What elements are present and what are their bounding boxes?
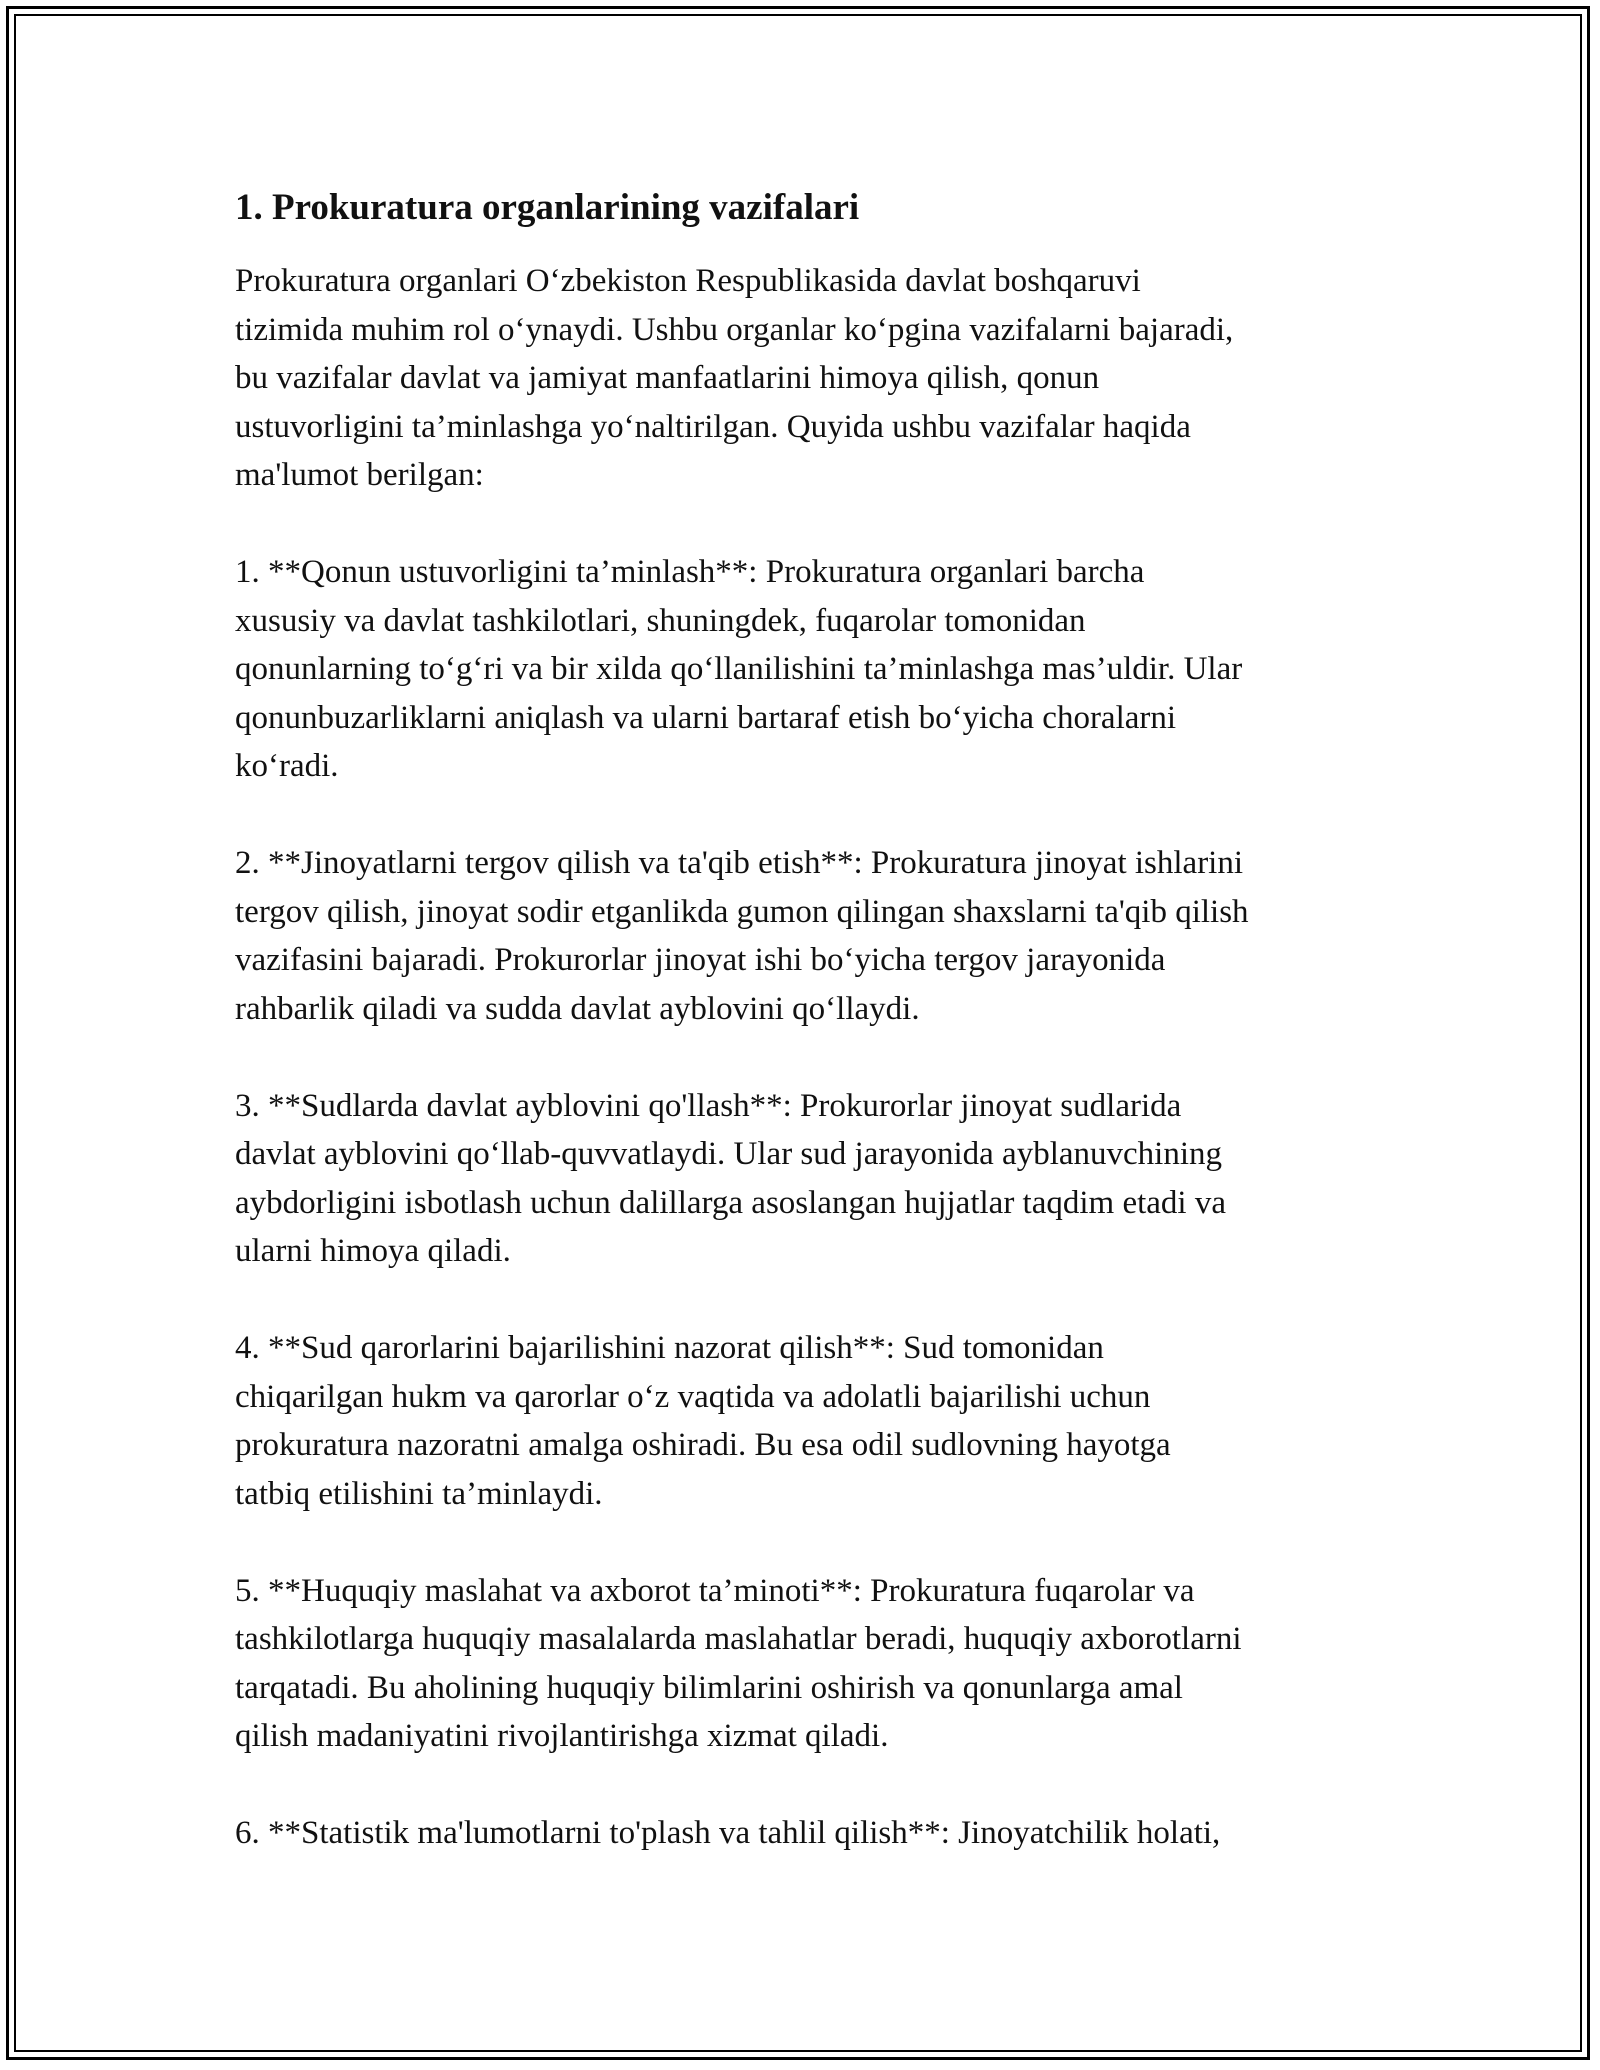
list-item-3: 3. **Sudlarda davlat ayblovini qo'llash**: Prokurorlar jinoyat sudlarida davlat ayblovini qo‘llab-quvvatlaydi. Ular sud jarayonida ayblanuvchining aybdorligini isbotlash uchun dalillarga asoslangan hujjatlar taqdim etadi va ularni himoya qiladi. [235,1087,1226,1269]
list-item-1: 1. **Qonun ustuvorligini ta’minlash**: Prokuratura organlari barcha xususiy va davlat tashkilotlari, shuningdek, fuqarolar tomonidan qonunlarning to‘g‘ri va bir xilda qo‘llanilishini ta’minlashga mas’uldir. Ular qonunbuzarliklarni aniqlash va ularni bartaraf etish bo‘yicha choralarni ko‘radi. [235,554,1243,784]
list-item-4: 4. **Sud qarorlarini bajarilishini nazorat qilish**: Sud tomonidan chiqarilgan hukm va qarorlar o‘z vaqtida va adolatli bajarilishi uchun prokuratura nazoratni amalga oshiradi. Bu esa odil sudlovning hayotga tatbiq etilishini ta’minlaydi. [235,1330,1171,1512]
intro-paragraph: Prokuratura organlari O‘zbekiston Respublikasida davlat boshqaruvi tizimida muhim rol o‘ynaydi. Ushbu organlar ko‘pgina vazifalarni bajaradi, bu vazifalar davlat va jamiyat manfaatlarini himoya qilish, qonun ustuvorligini ta’minlashga yo‘naltirilgan. Quyida ushbu vazifalar haqida ma'lumot berilgan: [235,263,1234,493]
list-item-6: 6. **Statistik ma'lumotlarni to'plash va tahlil qilish**: Jinoyatchilik holati, [235,1815,1221,1851]
list-item-5: 5. **Huquqiy maslahat va axborot ta’minoti**: Prokuratura fuqarolar va tashkilotlarga huquqiy masalalarda maslahatlar beradi, huquqiy axborotlarni tarqatadi. Bu aholining huquqiy bilimlarini oshirish va qonunlarga amal qilish madaniyatini rivojlantirishga xizmat qiladi. [235,1572,1242,1754]
list-item-2: 2. **Jinoyatlarni tergov qilish va ta'qib etish**: Prokuratura jinoyat ishlarini tergov qilish, jinoyat sodir etganlikda gumon qilingan shaxslarni ta'qib qilish vazifasini bajaradi. Prokurorlar jinoyat ishi bo‘yicha tergov jarayonida rahbarlik qiladi va sudda davlat ayblovini qo‘llaydi. [235,845,1249,1027]
section-heading: 1. Prokuratura organlarining vazifalari [235,187,860,228]
document-body [235,185,1395,1906]
